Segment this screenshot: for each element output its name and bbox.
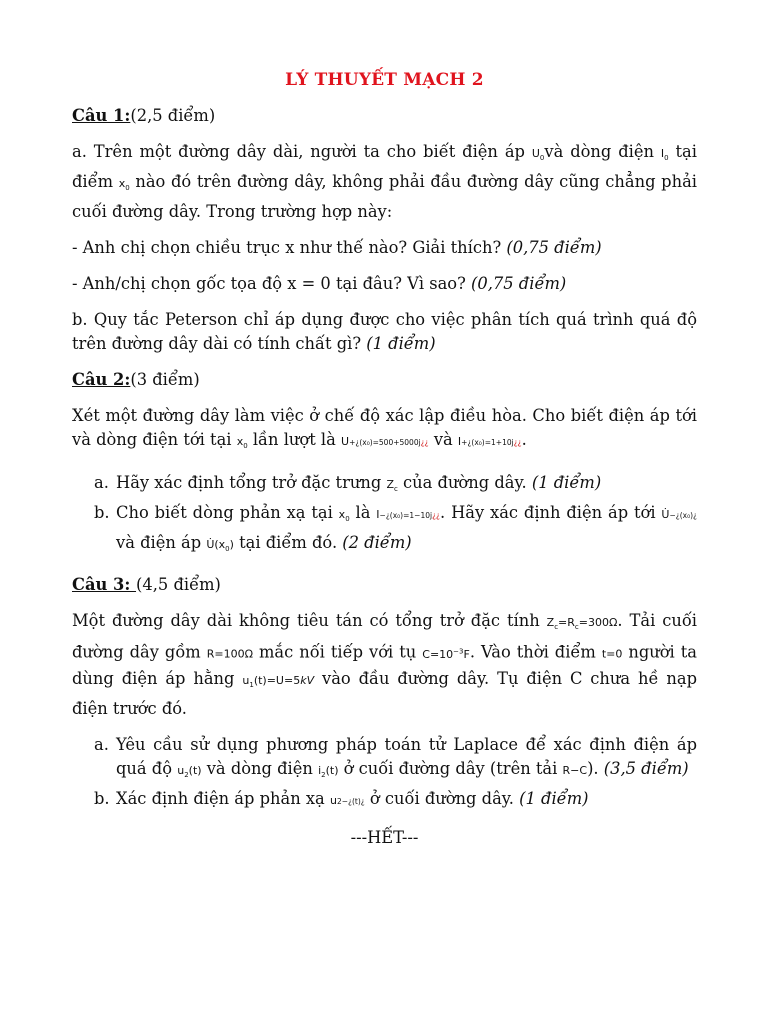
q2-paragraph <box>72 404 697 458</box>
q3-C-exp: −3 <box>453 647 464 656</box>
q3-label: Câu 3: <box>72 575 137 595</box>
q3-paragraph <box>72 609 697 721</box>
q2a-Zc-sym: Z <box>386 477 394 491</box>
q3-text-1: Một đường dây dài không tiêu tán có tổng trở đặc tính <box>72 611 547 631</box>
exam-content <box>72 68 697 850</box>
q3-header <box>72 573 697 597</box>
q2b-x0-sym: x <box>338 507 346 521</box>
q1a-I0-sym: I <box>660 147 665 160</box>
q3a-points: (3,5 điểm) <box>603 759 689 779</box>
q3-C-sym: C=10 <box>422 647 454 661</box>
q2a-text-1: Hãy xác định tổng trở đặc trưng <box>116 472 387 492</box>
q3-Zc-value: =300Ω <box>578 616 618 630</box>
q3-text-4: . Vào thời điểm <box>469 642 602 662</box>
q3-points: (4,5 điểm) <box>136 575 221 595</box>
q2-header <box>72 368 697 392</box>
q1b-text: b. Quy tắc Peterson chỉ áp dụng được cho việc phân tích quá trình quá độ trên đường dây dài có tính chất gì? <box>72 310 697 354</box>
q2b-Ux0: $U̇(x_0)$ <box>206 537 234 554</box>
q2-U-sub <box>349 438 429 447</box>
q3-u1-unit: kV <box>300 673 315 687</box>
q2-U-sub-text: +¿(x₀)=500+5000j <box>349 438 421 448</box>
q2b-points: (2 điểm) <box>342 532 412 552</box>
q1-bullet-2-points: (0,75 điểm) <box>471 274 567 294</box>
q3-text-3: mắc nối tiếp với tụ <box>253 642 423 662</box>
q3-u1: $u_1(t)=U=5kV$ <box>242 673 315 690</box>
q3a-i2-arg: (t) <box>325 764 339 778</box>
q1a-text-2: và dòng điện <box>544 142 661 161</box>
q3-text-5: người ta dùng điện áp hằng <box>72 642 697 688</box>
q2-label: Câu 2: <box>72 370 131 390</box>
q1-part-b <box>72 308 697 356</box>
q3a-i2: $i_2(t)$ <box>318 764 339 780</box>
q2b-text-2: là <box>349 502 377 522</box>
q1a-I0: $I_0$ <box>660 147 669 163</box>
q3-C <box>422 648 470 661</box>
q2b-U-sym: U̇ <box>661 507 670 521</box>
q1-bullet-1 <box>72 236 697 260</box>
q3-u1-sym: u <box>242 673 250 687</box>
q2-I-sub <box>461 438 522 447</box>
q2-text-2: lần lượt là <box>247 430 341 450</box>
q2-U-sym: U <box>341 435 350 449</box>
q2-list <box>72 471 697 562</box>
q3a-text-3: ở cuối đường dây (trên tải <box>338 759 563 779</box>
q3-item-a <box>72 733 697 787</box>
q2-text-3: và <box>428 430 458 450</box>
q2b-marker: b. <box>94 502 110 522</box>
q1-bullet-1-points: (0,75 điểm) <box>506 238 602 258</box>
q1-bullet-2 <box>72 272 697 296</box>
end-marker: ---HẾT--- <box>350 828 419 848</box>
q1a-x0-sym: x <box>118 177 126 191</box>
q1-points: (2,5 điểm) <box>130 106 216 125</box>
q2-x0-sym: x <box>236 435 244 449</box>
q2-text-4: . <box>521 430 527 450</box>
q2b-I-sub-red: ¿¿ <box>432 510 441 520</box>
q1a-U0: $U_0$ <box>531 147 545 163</box>
q2a-Zc: $Z_c$ <box>386 477 398 493</box>
q3b-points: (1 điểm) <box>519 789 589 809</box>
q2-U-forward <box>341 435 429 448</box>
q3-Rc-sym: =R <box>558 616 575 630</box>
q2b-x0: $x_0$ <box>338 507 350 523</box>
q2-text-1: Xét một đường dây làm việc ở chế độ xác lập điều hòa. Cho biết điện áp tới và dòng điện tới tại <box>72 406 697 450</box>
q3b-u-sym: u <box>329 794 337 808</box>
q2-item-b <box>72 501 697 561</box>
q3a-text-1: Yêu cầu sử dụng phương pháp toán tử Laplace để xác định điện áp quá độ <box>116 735 697 779</box>
q2-I-sub-red: ¿¿ <box>513 438 522 448</box>
q3a-text-2: và dòng điện <box>201 759 319 779</box>
q2b-Ux0-sym: U̇(x <box>206 537 226 551</box>
q2b-U-reflected <box>661 508 697 521</box>
q3-Zc-sym: Z <box>546 616 555 630</box>
q3-item-b <box>72 787 697 814</box>
q1-label: Câu 1: <box>72 106 131 125</box>
q1a-text-4: nào đó trên đường dây, không phải đầu đường dây cũng chẳng phải cuối đường dây. Trong trường hợp này: <box>72 172 697 222</box>
q2-x0: $x_0$ <box>236 435 248 451</box>
q2b-text-3: . Hãy xác định điện áp tới <box>440 502 662 522</box>
q1-header <box>72 104 697 128</box>
q3-t0: t=0 <box>601 647 623 661</box>
q1-part-a <box>72 140 697 224</box>
q2a-points: (1 điểm) <box>531 472 602 492</box>
q3-C-unit: F <box>463 647 470 661</box>
q2a-text-2: của đường dây. <box>397 472 532 492</box>
q3a-u2: $u_2(t)$ <box>177 764 202 780</box>
q2b-I-sub-text: −¿(x₀)=1−10j <box>379 510 433 520</box>
q3a-RC: R−C <box>562 764 588 778</box>
q2b-U-sub: −¿(x₀)¿ <box>669 510 697 520</box>
q1a-U0-sym: U <box>531 147 540 160</box>
q3a-marker: a. <box>94 735 109 755</box>
q3b-text-2: ở cuối đường dây. <box>364 789 520 809</box>
q3b-text-1: Xác định điện áp phản xạ <box>116 789 330 809</box>
q3b-u2-reflected <box>330 794 365 807</box>
q3a-text-4: ). <box>587 759 604 779</box>
q2b-I-sym: I <box>376 507 380 521</box>
q2b-text-5: tại điểm đó. <box>233 532 343 552</box>
q1a-text-3: tại điểm <box>72 142 697 192</box>
q1-bullet-1-text: - Anh chị chọn chiều trục x như thế nào? Giải thích? <box>72 238 507 258</box>
q3b-marker: b. <box>94 789 110 809</box>
q2b-I-sub <box>380 511 441 520</box>
q2b-I-reflected <box>376 508 440 521</box>
q2-points: (3 điểm) <box>130 370 200 390</box>
q3-u1-value: (t)=U=5 <box>253 673 301 687</box>
q3-text-2: . Tải cuối đường dây gồm <box>72 611 698 662</box>
q3-text-6: vào đầu đường dây. Tụ điện C chưa hề nạp điện trước đó. <box>72 668 697 719</box>
q2a-marker: a. <box>94 472 109 492</box>
q2-I-forward <box>458 435 522 448</box>
q2b-text-4: và điện áp <box>116 532 207 552</box>
q3b-u-sub: 2−¿(t)¿ <box>336 797 365 807</box>
q2-U-sub-red: ¿¿ <box>420 438 429 448</box>
q2-I-sym: I <box>457 435 462 449</box>
q2-I-sub-text: +¿(x₀)=1+10j <box>461 438 514 448</box>
q1-bullet-2-text: - Anh/chị chọn gốc tọa độ x = 0 tại đâu? Vì sao? <box>72 274 472 294</box>
q2b-text-1: Cho biết dòng phản xạ tại <box>116 502 339 522</box>
q3-list <box>72 733 697 814</box>
q1a-x0: $x_0$ <box>118 177 130 193</box>
q3a-u2-sym: u <box>177 764 185 778</box>
page-title: LÝ THUYẾT MẠCH 2 <box>285 70 484 90</box>
q1a-text-1: a. Trên một đường dây dài, người ta cho biết điện áp <box>72 142 532 161</box>
q3a-i2-sym: i <box>318 764 322 778</box>
q2-item-a <box>72 471 697 501</box>
q3a-u2-arg: (t) <box>188 764 202 778</box>
q2b-Ux0-close: ) <box>229 537 234 551</box>
q1b-points: (1 điểm) <box>366 334 436 354</box>
q3-R: R=100Ω <box>206 647 253 661</box>
q3-Zc: $Z_c=R_c=300\Omega$ <box>546 616 618 632</box>
